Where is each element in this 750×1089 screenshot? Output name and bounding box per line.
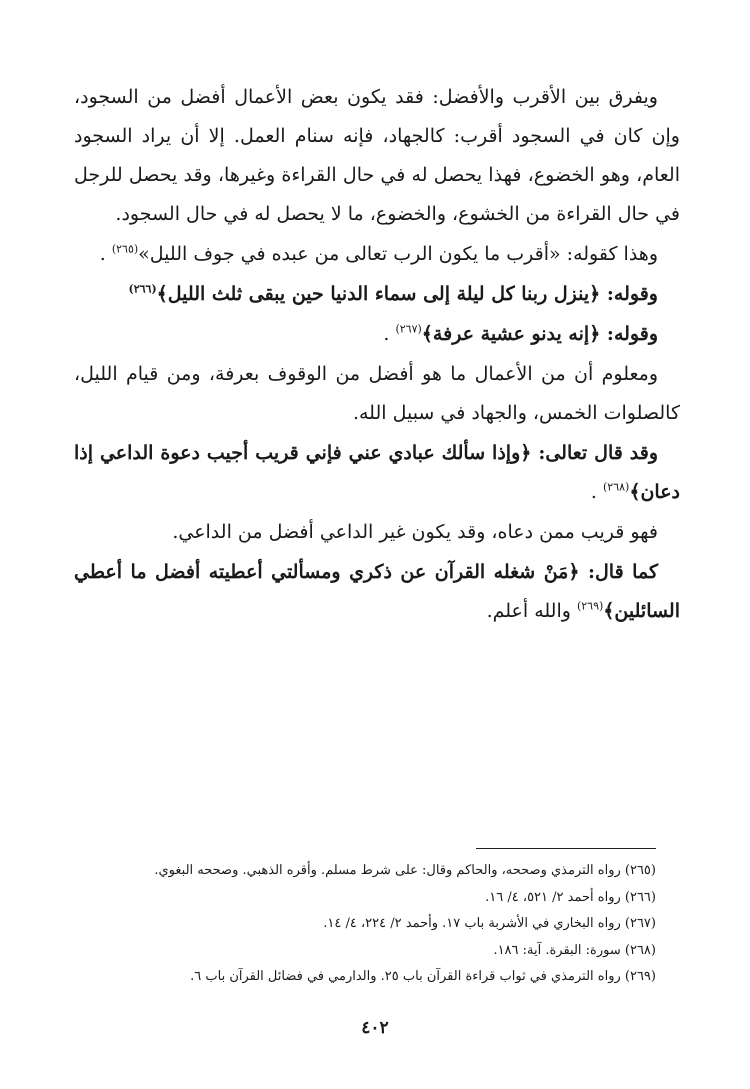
footnote-269: (٢٦٩) رواه الترمذي في ثواب قراءة القرآن باب ٢٥. والدارمي في فضائل القرآن باب ٦. (190, 969, 656, 984)
footnote-268: (٢٦٨) سورة: البقرة. آية: ١٨٦. (493, 942, 656, 958)
footnotes-list (90, 858, 656, 991)
paragraph-hadith-arafa: وقوله: ﴿إنه يدنو عشية عرفة﴾$^{(٢٦٧)}$ . (383, 322, 658, 345)
footnote-267: (٢٦٧) رواه البخاري في الأشربة باب ١٧. وأحمد ٢/ ٢٢٤، ٤/ ١٤. (323, 916, 656, 931)
main-text (74, 78, 680, 632)
paragraph-nearest-vs-best: ويفرق بين الأقرب والأفضل: فقد يكون بعض الأعمال أفضل من السجود، وإن كان في السجود أقرب: كالجهاد، فإنه سنام العمل. إلا أن يراد السجود العام، وهو الخضوع، فهذا يحصل له في حال القراءة وغيرها، وقد يحصل للرجل في حال القراءة من الخشوع، والخضوع، ما لا يحصل له في حال السجود. (74, 86, 680, 225)
footnote-ref-269[interactable]: (٢٦٩) (576, 599, 604, 613)
footnote-ref-267[interactable]: (٢٦٧) (395, 322, 422, 336)
footnote-ref-266[interactable]: (٢٦٦) (128, 282, 157, 296)
paragraph-hadith-night: وهذا كقوله: «أقرب ما يكون الرب تعالى من عبده في جوف الليل»$^{(٢٦٥)}$ . (99, 242, 658, 265)
verse-quote: وقد قال تعالى: ﴿وإذا سألك عبادي عني فإني قريب أجيب دعوة الداعي إذا دعان﴾ (74, 442, 680, 503)
paragraph-hadith-quran (74, 553, 680, 631)
footnote-divider (476, 848, 656, 849)
paragraph-near-caller: فهو قريب ممن دعاه، وقد يكون غير الداعي أفضل من الداعي. (172, 521, 658, 543)
hadith-quote: وقوله: ﴿إنه يدنو عشية عرفة﴾ (421, 323, 658, 345)
paragraph-hadith-descent (74, 275, 680, 314)
hadith-quote: وقوله: ﴿ينزل ربنا كل ليلة إلى سماء الدنيا حين يبقى ثلث الليل﴾ (156, 283, 658, 305)
hadith-quote: كما قال: ﴿مَنْ شغله القرآن عن ذكري ومسألتي أعطيته أفضل ما أعطي السائلين﴾ (74, 561, 680, 622)
footnote-ref-265[interactable]: (٢٦٥) (111, 242, 139, 256)
footnote-ref-268[interactable]: (٢٦٨) (602, 480, 630, 494)
hadith-quote: وهذا كقوله: «أقرب ما يكون الرب تعالى من عبده في جوف الليل» (138, 243, 658, 265)
paragraph-quran-verse: وقد قال تعالى: ﴿وإذا سألك عبادي عني فإني قريب أجيب دعوة الداعي إذا دعان﴾$^{(٢٦٨)}$ . (74, 442, 680, 503)
paragraph-known-deeds: ومعلوم أن من الأعمال ما هو أفضل من الوقوف بعرفة، ومن قيام الليل، كالصلوات الخمس، والجهاد في سبيل الله. (74, 363, 680, 424)
closing-phrase: والله أعلم. (486, 600, 577, 622)
page-number: ٤٠٢ (361, 1018, 389, 1038)
footnote-265: (٢٦٥) رواه الترمذي وصححه، والحاكم وقال: على شرط مسلم. وأقره الذهبي. وصححه البغوي. (154, 863, 656, 878)
footnote-266: (٢٦٦) رواه أحمد ٢/ ٥٢١، ٤/ ١٦. (485, 889, 656, 905)
